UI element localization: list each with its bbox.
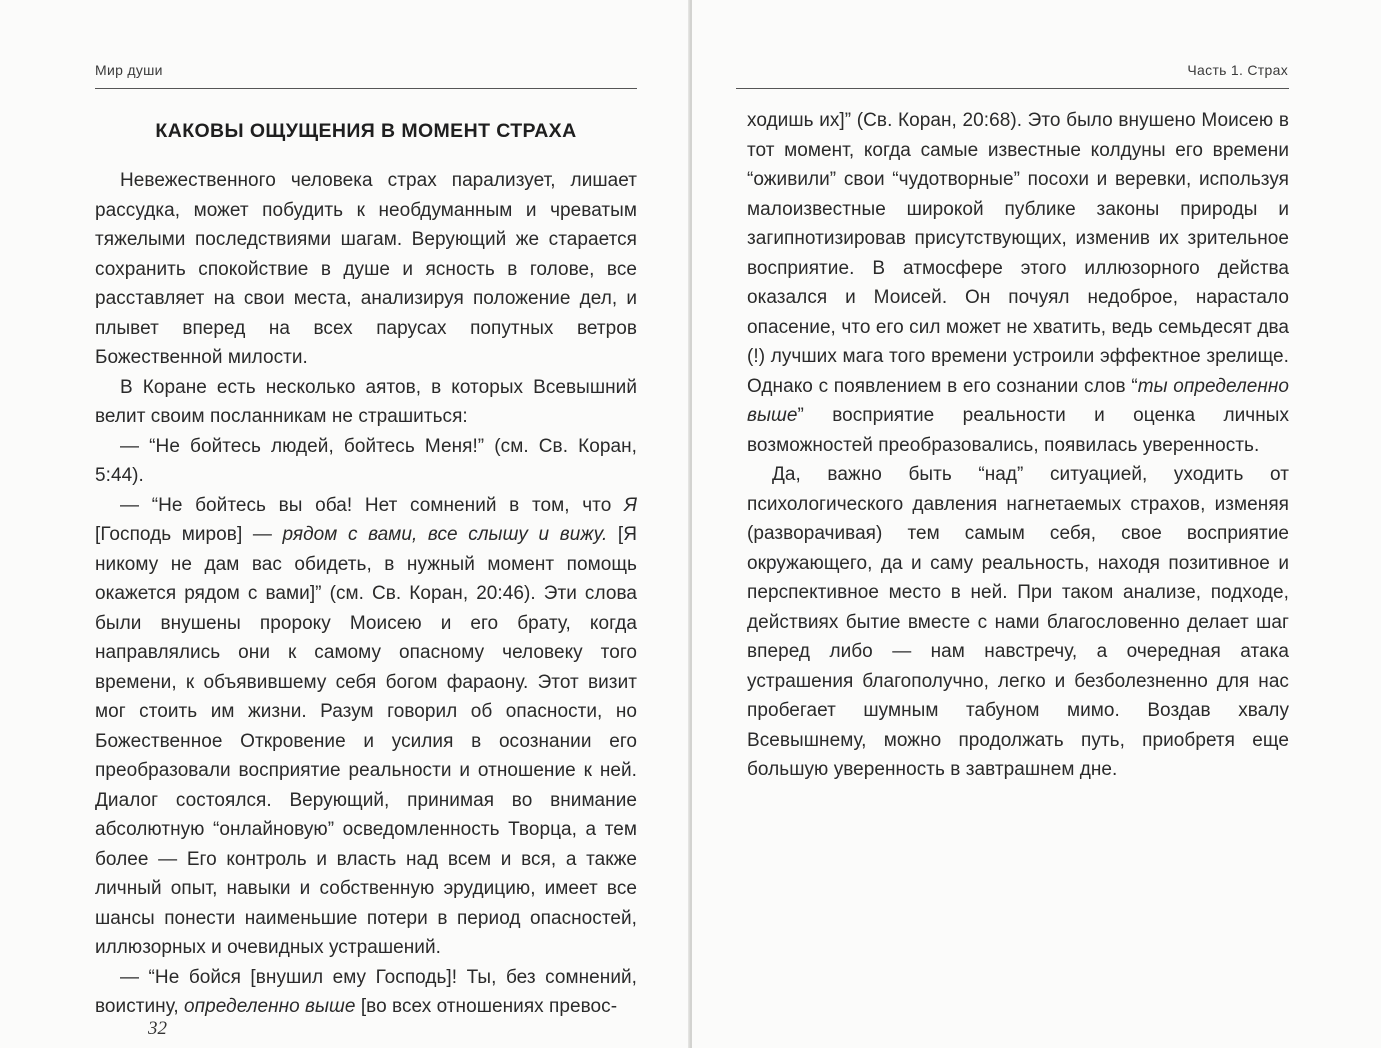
italic-run: определенно выше	[184, 996, 356, 1017]
running-head-right: Часть 1. Страх	[1187, 62, 1288, 78]
quote-paragraph: — “Не бойтесь людей, бойтесь Меня!” (см. Св. Коран, 5:44).	[95, 435, 637, 486]
header-rule-right	[736, 88, 1289, 89]
running-head-left: Мир души	[95, 62, 163, 78]
text-run: ходишь их]” (Св. Коран, 20:68). Это было внушено Моисею в тот момент, когда самые известные колдуны его времени “оживили” свои “чудотворные” посохи и веревки, используя малоизвестные широкой публике законы природы и загипнотизировав присутствующих, изменив их зрительное восприятие. В атмосфере этого иллюзорного действа оказался и Моисей. Он почуял недоброе, нарастало опасение, что его сил может не хватить, ведь семьдесят два (!) лучших мага того времени устроили эффектное зрелище. Однако с появлением в его сознании слов “	[747, 110, 1289, 397]
italic-run: Я	[623, 494, 637, 516]
italic-run: ты определенно выше	[747, 375, 1289, 426]
text-run: ” восприятие реальности и оценка личных возможностей преобразовались, появилась уверенность.	[747, 405, 1289, 456]
section-heading: КАКОВЫ ОЩУЩЕНИЯ В МОМЕНТ СТРАХА	[155, 120, 577, 142]
paragraph: В Коране есть несколько аятов, в которых Всевышний велит своим посланникам не страшиться:	[95, 376, 637, 427]
paragraph	[747, 106, 1289, 460]
page-number: 32	[148, 1018, 167, 1039]
quote-paragraph	[95, 491, 637, 963]
text-run: — “Не бойтесь вы оба! Нет сомнений в том, что	[120, 494, 624, 516]
text-run: [во всех отношениях превос-	[355, 996, 618, 1017]
text-run: [Господь миров] —	[95, 524, 283, 545]
left-text-column	[95, 166, 637, 1022]
quote-paragraph	[95, 963, 637, 1022]
text-run: [Я никому не дам вас обидеть, в нужный момент помощь окажется рядом с вами]” (см. Св. Коран, 20:46). Эти слова были внушены пророку Моисею и его брату, когда направлялись они к самому опасному человеку того времени, к объявившему себя богом фараону. Этот визит мог стоить им жизни. Разум говорил об опасности, но Божественное Откровение и усилия в осознании его преобразовали восприятие реальности и отношение к ней. Диалог состоялся. Верующий, принимая во внимание абсолютную “онлайновую” осведомленность Творца, а тем более — Его контроль и власть над всем и вся, а также личный опыт, навыки и собственную эрудицию, имеет все шансы понести наименьшие потери в период опасностей, иллюзорных и очевидных устрашений.	[95, 524, 637, 958]
right-text-column	[747, 106, 1289, 785]
header-rule-left	[95, 88, 637, 89]
italic-run: рядом с вами, все слышу и вижу.	[282, 524, 608, 545]
left-page	[0, 0, 690, 1048]
paragraph: Да, важно быть “над” ситуацией, уходить от психологического давления нагнетаемых страхов, изменяя (разворачивая) тем самым себя, свое восприятие окружающего, да и саму реальность, находя позитивное и перспективное место в ней. При таком анализе, подходе, действиях бытие вместе с нами благословенно делает шаг вперед либо — нам навстречу, а очередная атака устрашения благополучно, легко и безболезненно для нас пробегает шумным табуном мимо. Воздав хвалу Всевышнему, можно продолжать путь, приобретя еще большую уверенность в завтрашнем дне.	[747, 464, 1289, 780]
paragraph: Невежественного человека страх парализует, лишает рассудка, может побудить к необдуманным и чреватым тяжелыми последствиями шагам. Верующий же старается сохранить спокойствие в душе и ясность в голове, все расставляет на свои места, анализируя положение дел, и плывет вперед на всех парусах попутных ветров Божественной милости.	[95, 170, 637, 368]
right-page	[692, 0, 1381, 1048]
text-run: — “Не бойся [внушил ему Господь]! Ты, без сомнений, воистину,	[95, 966, 637, 1017]
